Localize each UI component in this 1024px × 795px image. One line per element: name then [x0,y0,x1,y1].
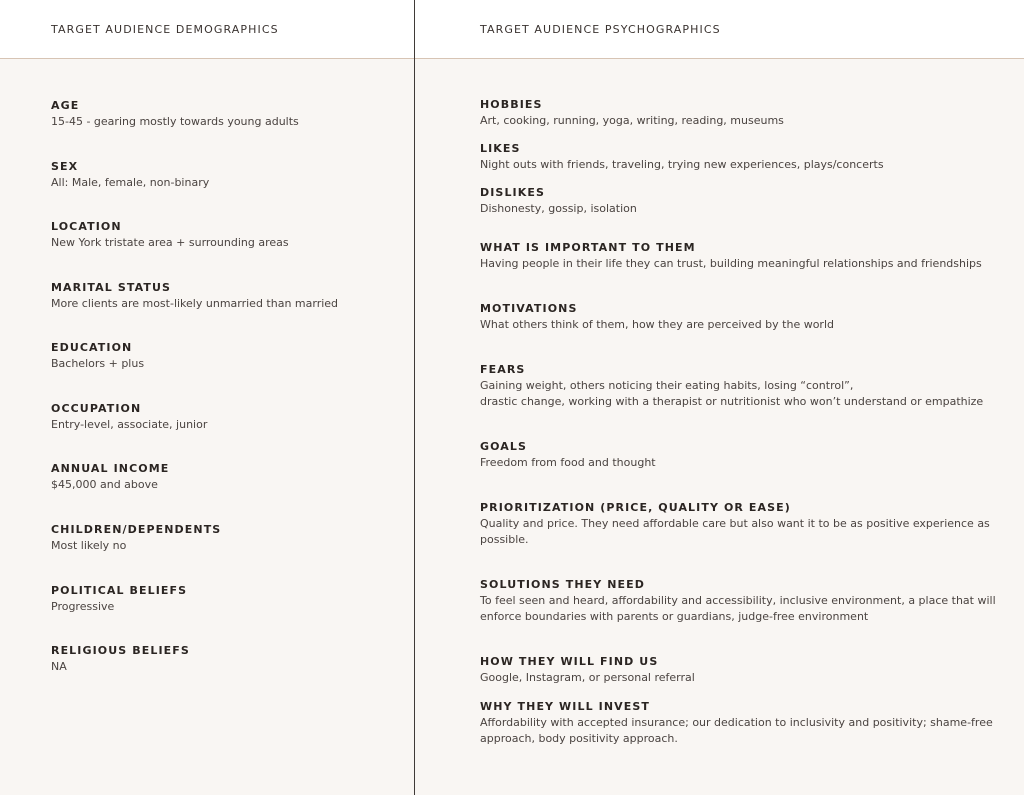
demographic-label: ANNUAL INCOME [51,462,170,475]
psychographic-label: LIKES [480,142,521,155]
psychographic-label: MOTIVATIONS [480,302,578,315]
demographic-label: POLITICAL BELIEFS [51,584,188,597]
demographic-children [51,523,221,554]
psychographic-label: WHY THEY WILL INVEST [480,700,650,713]
demographic-marital-status [51,281,338,312]
psychographics-title: TARGET AUDIENCE PSYCHOGRAPHICS [480,23,721,36]
demographic-sex [51,160,209,191]
demographic-location [51,220,289,251]
demographic-value: NA [51,660,67,673]
psychographic-value-line2: drastic change, working with a therapist or nutritionist who won’t understand or empathize [480,395,984,408]
psychographic-goals [480,440,656,471]
psychographic-value: To feel seen and heard, affordability and accessibility, inclusive environment, a place that will [480,594,996,607]
demographic-value: $45,000 and above [51,478,158,491]
demographic-value: More clients are most-likely unmarried than married [51,297,339,310]
psychographic-label: PRIORITIZATION (PRICE, QUALITY OR EASE) [480,501,791,514]
demographic-label: MARITAL STATUS [51,281,172,294]
psychographic-value: Having people in their life they can trust, building meaningful relationships and friendships [480,257,982,270]
psychographic-hobbies [480,98,784,129]
demographic-label: OCCUPATION [51,402,142,415]
psychographic-find-us [480,655,695,686]
psychographic-label: WHAT IS IMPORTANT TO THEM [480,241,696,254]
psychographic-value: What others think of them, how they are perceived by the world [480,318,834,331]
psychographic-dislikes [480,186,637,217]
demographics-title: TARGET AUDIENCE DEMOGRAPHICS [51,23,279,36]
psychographic-invest [480,700,993,747]
psychographic-likes [480,142,884,173]
demographic-label: SEX [51,160,79,173]
psychographic-label: DISLIKES [480,186,546,199]
demographic-value: Progressive [51,600,115,613]
column-divider [414,0,415,795]
psychographic-value: Quality and price. They need affordable care but also want it to be as positive experience as [480,517,990,530]
demographic-value: Bachelors + plus [51,357,145,370]
psychographic-fears [480,363,983,410]
demographic-label: CHILDREN/DEPENDENTS [51,523,222,536]
demographic-value: New York tristate area + surrounding areas [51,236,289,249]
psychographic-value-line2: approach, body positivity approach. [480,732,678,745]
demographic-value: Entry-level, associate, junior [51,418,208,431]
demographic-label: AGE [51,99,80,112]
demographic-education [51,341,144,372]
psychographic-value: Gaining weight, others noticing their eating habits, losing “control”, [480,379,854,392]
psychographic-label: HOBBIES [480,98,543,111]
psychographic-important [480,241,982,272]
psychographic-value: Google, Instagram, or personal referral [480,671,695,684]
psychographic-prioritization [480,501,990,548]
psychographic-value: Dishonesty, gossip, isolation [480,202,637,215]
psychographic-label: GOALS [480,440,528,453]
psychographic-value: Art, cooking, running, yoga, writing, reading, museums [480,114,784,127]
demographic-religious-beliefs [51,644,190,675]
psychographic-label: FEARS [480,363,526,376]
demographic-label: LOCATION [51,220,122,233]
psychographic-value-line2: possible. [480,533,529,546]
psychographic-label: SOLUTIONS THEY NEED [480,578,646,591]
psychographic-value-line2: enforce boundaries with parents or guardians, judge-free environment [480,610,869,623]
psychographic-value: Night outs with friends, traveling, trying new experiences, plays/concerts [480,158,884,171]
demographic-value: All: Male, female, non-binary [51,176,210,189]
psychographic-motivations [480,302,834,333]
demographic-annual-income [51,462,169,493]
demographic-age [51,99,299,130]
psychographic-value: Freedom from food and thought [480,456,656,469]
demographic-label: RELIGIOUS BELIEFS [51,644,190,657]
psychographic-solutions [480,578,996,625]
header-bar [0,0,1024,59]
psychographic-label: HOW THEY WILL FIND US [480,655,659,668]
demographic-value: 15-45 - gearing mostly towards young adults [51,115,299,128]
demographic-political-beliefs [51,584,187,615]
demographic-value: Most likely no [51,539,127,552]
demographic-occupation [51,402,207,433]
psychographic-value: Affordability with accepted insurance; our dedication to inclusivity and positivity; shame-free [480,716,993,729]
demographic-label: EDUCATION [51,341,133,354]
